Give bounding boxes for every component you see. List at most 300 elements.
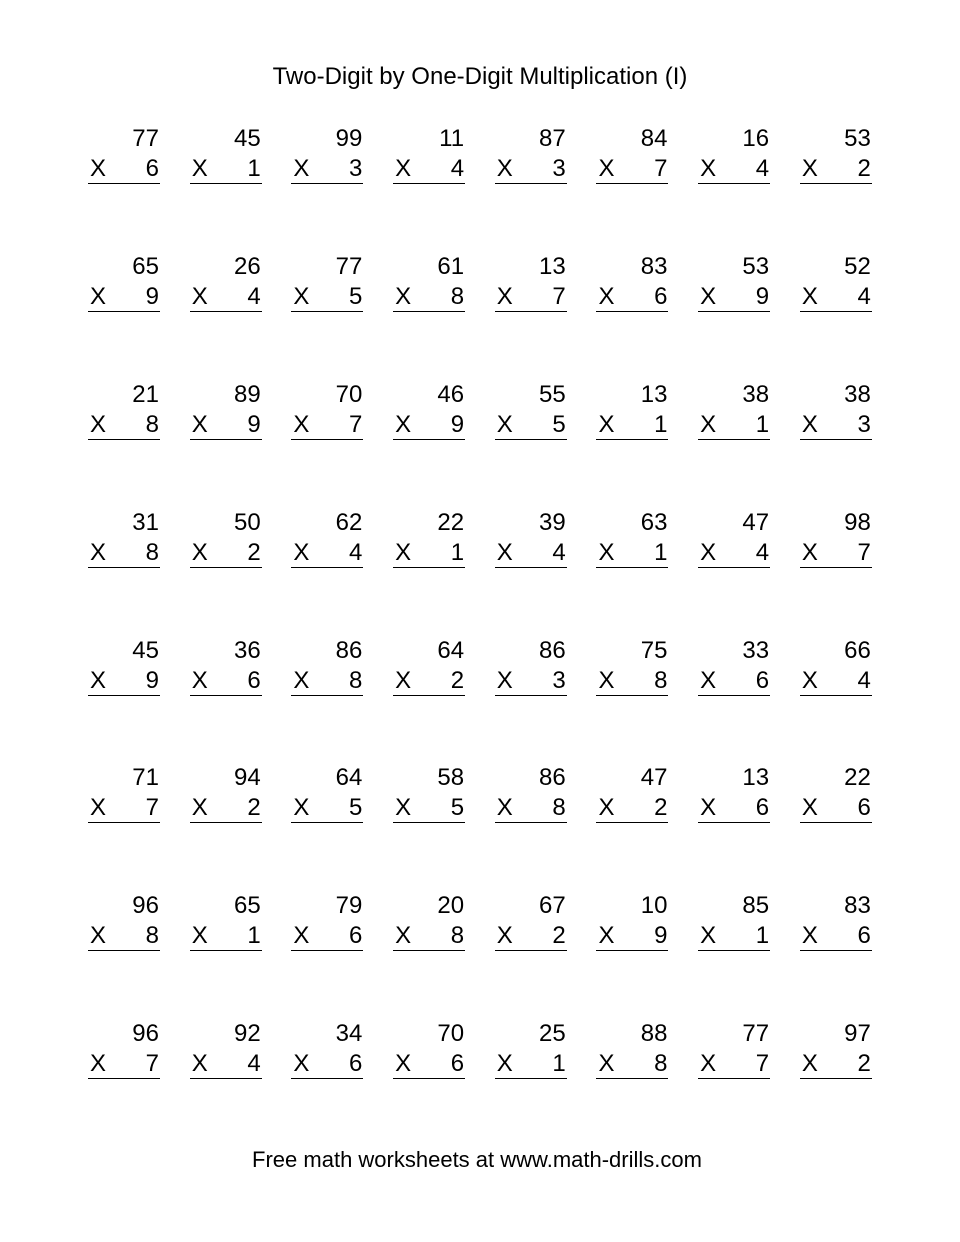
answer-line	[596, 793, 668, 823]
problem-item	[800, 508, 872, 568]
multiplicand: 62	[335, 508, 363, 536]
multiplier: 6	[349, 922, 363, 950]
answer-line	[800, 538, 872, 568]
multiplicand: 83	[640, 252, 668, 280]
multiply-sign: X	[598, 922, 615, 950]
problem-item	[190, 891, 262, 951]
multiplicand: 89	[233, 380, 261, 408]
multiply-sign: X	[801, 155, 818, 182]
multiplier: 9	[654, 922, 668, 950]
multiplicand: 47	[640, 764, 668, 792]
problem-item	[88, 891, 160, 951]
multiply-sign: X	[191, 666, 208, 694]
multiplicand: 26	[233, 252, 261, 280]
multiplicand: 84	[640, 125, 668, 152]
multiply-sign: X	[293, 794, 310, 822]
multiply-sign: X	[700, 538, 717, 566]
multiplicand: 52	[844, 252, 871, 280]
multiplier: 7	[755, 1050, 770, 1078]
problem-item	[800, 380, 872, 440]
answer-line	[190, 666, 262, 696]
answer-line	[393, 1049, 465, 1079]
problem-item	[495, 763, 567, 823]
multiply-sign: X	[700, 1050, 717, 1078]
multiply-sign: X	[801, 410, 818, 438]
answer-line	[800, 410, 872, 440]
problem-item	[698, 508, 770, 568]
multiplicand: 71	[132, 764, 159, 792]
answer-line	[88, 410, 160, 440]
multiplicand: 58	[437, 764, 465, 792]
multiply-sign: X	[700, 922, 717, 950]
answer-line	[190, 1049, 262, 1079]
problem-item	[190, 1019, 262, 1079]
answer-line	[596, 282, 668, 312]
problem-item	[291, 763, 363, 823]
answer-line	[800, 666, 872, 696]
problem-item	[495, 508, 567, 568]
multiplicand: 11	[439, 125, 465, 152]
multiply-sign: X	[496, 282, 513, 310]
multiplicand: 87	[539, 125, 566, 152]
problem-item	[495, 124, 567, 184]
multiplicand: 22	[437, 508, 465, 536]
problem-item	[88, 763, 160, 823]
multiplier: 4	[857, 666, 871, 694]
multiply-sign: X	[598, 666, 615, 694]
answer-line	[698, 793, 770, 823]
multiplier: 7	[145, 1050, 159, 1078]
problem-item	[291, 508, 363, 568]
multiply-sign: X	[293, 666, 310, 694]
multiplicand: 99	[335, 125, 363, 152]
multiplicand: 47	[742, 508, 770, 536]
answer-line	[800, 1049, 872, 1079]
multiplier: 6	[857, 922, 871, 950]
multiplicand: 34	[335, 1020, 363, 1048]
problem-item	[291, 1019, 363, 1079]
multiplier: 3	[552, 155, 566, 182]
answer-line	[495, 154, 567, 184]
problem-item	[495, 252, 567, 312]
multiplier: 3	[857, 410, 871, 438]
multiply-sign: X	[700, 666, 717, 694]
multiplicand: 92	[233, 1020, 261, 1048]
multiplier: 4	[755, 538, 770, 566]
problem-item	[190, 508, 262, 568]
multiplier: 7	[145, 794, 159, 822]
multiplier: 9	[755, 282, 770, 310]
problem-item	[800, 763, 872, 823]
multiplier: 4	[552, 538, 566, 566]
problem-item	[291, 252, 363, 312]
multiply-sign: X	[293, 922, 310, 950]
problem-item	[596, 252, 668, 312]
multiplicand: 65	[233, 892, 261, 920]
problem-item	[393, 1019, 465, 1079]
answer-line	[596, 154, 668, 184]
problem-item	[800, 1019, 872, 1079]
multiply-sign: X	[700, 794, 717, 822]
multiplicand: 88	[640, 1020, 668, 1048]
worksheet-title: Two-Digit by One-Digit Multiplication (I)	[272, 63, 688, 90]
multiplicand: 77	[132, 125, 159, 152]
multiplier: 9	[450, 410, 465, 438]
problem-item	[596, 380, 668, 440]
multiplier: 6	[450, 1050, 465, 1078]
multiplicand: 86	[335, 636, 363, 664]
multiplier: 8	[145, 922, 159, 950]
multiplier: 2	[857, 155, 871, 182]
problem-item	[698, 380, 770, 440]
answer-line	[88, 921, 160, 951]
multiply-sign: X	[90, 410, 107, 438]
multiplicand: 53	[844, 125, 871, 152]
multiplier: 5	[552, 410, 566, 438]
multiplicand: 33	[742, 636, 770, 664]
problem-item	[698, 252, 770, 312]
multiplier: 6	[755, 794, 770, 822]
multiplier: 7	[654, 155, 668, 182]
answer-line	[698, 1049, 770, 1079]
multiplicand: 65	[132, 252, 159, 280]
problem-item	[393, 636, 465, 696]
multiplier: 1	[654, 538, 668, 566]
problem-item	[596, 124, 668, 184]
multiply-sign: X	[700, 282, 717, 310]
answer-line	[291, 410, 363, 440]
multiply-sign: X	[90, 666, 107, 694]
multiply-sign: X	[801, 538, 818, 566]
multiplicand: 31	[132, 508, 159, 536]
multiplier: 8	[654, 1050, 668, 1078]
multiply-sign: X	[801, 282, 818, 310]
answer-line	[393, 666, 465, 696]
multiplier: 4	[247, 1050, 261, 1078]
problem-item	[800, 252, 872, 312]
problem-item	[698, 891, 770, 951]
footer-text: Free math worksheets at www.math-drills.com	[252, 1147, 702, 1172]
problem-item	[291, 380, 363, 440]
multiplicand: 21	[132, 380, 159, 408]
multiplicand: 20	[437, 892, 465, 920]
multiplicand: 13	[742, 764, 770, 792]
problem-item	[291, 124, 363, 184]
answer-line	[495, 282, 567, 312]
multiply-sign: X	[293, 1050, 310, 1078]
multiplier: 4	[349, 538, 363, 566]
problem-item	[190, 763, 262, 823]
problem-item	[495, 891, 567, 951]
multiplier: 5	[450, 794, 465, 822]
multiplicand: 53	[742, 252, 770, 280]
multiply-sign: X	[801, 666, 818, 694]
multiply-sign: X	[90, 794, 107, 822]
multiplicand: 64	[437, 636, 465, 664]
multiplicand: 10	[640, 892, 668, 920]
multiplier: 2	[654, 794, 668, 822]
multiplier: 6	[755, 666, 770, 694]
multiply-sign: X	[598, 282, 615, 310]
answer-line	[393, 282, 465, 312]
problem-item	[596, 891, 668, 951]
answer-line	[800, 154, 872, 184]
answer-line	[291, 666, 363, 696]
multiplier: 6	[145, 155, 159, 182]
multiply-sign: X	[90, 538, 107, 566]
multiplier: 2	[552, 922, 566, 950]
problem-item	[393, 763, 465, 823]
problem-item	[190, 124, 262, 184]
multiplier: 5	[349, 794, 363, 822]
multiplicand: 25	[539, 1020, 566, 1048]
answer-line	[291, 921, 363, 951]
problem-item	[698, 636, 770, 696]
multiplicand: 13	[640, 380, 668, 408]
problem-item	[495, 1019, 567, 1079]
multiplier: 1	[552, 1050, 566, 1078]
multiplicand: 36	[233, 636, 261, 664]
answer-line	[393, 538, 465, 568]
multiplicand: 64	[335, 764, 363, 792]
multiplicand: 45	[233, 125, 261, 152]
multiply-sign: X	[801, 794, 818, 822]
multiplier: 6	[247, 666, 261, 694]
multiplier: 1	[755, 922, 770, 950]
multiplier: 1	[450, 538, 465, 566]
multiplier: 8	[349, 666, 363, 694]
multiply-sign: X	[293, 410, 310, 438]
answer-line	[698, 921, 770, 951]
multiply-sign: X	[90, 1050, 107, 1078]
multiplier: 1	[247, 922, 261, 950]
problem-item	[393, 124, 465, 184]
multiply-sign: X	[700, 155, 717, 182]
problem-item	[495, 636, 567, 696]
multiply-sign: X	[191, 922, 208, 950]
multiplicand: 94	[233, 764, 261, 792]
answer-line	[800, 921, 872, 951]
multiply-sign: X	[496, 410, 513, 438]
answer-line	[596, 538, 668, 568]
multiplier: 3	[349, 155, 363, 182]
multiplier: 2	[247, 794, 261, 822]
multiply-sign: X	[395, 155, 412, 182]
answer-line	[800, 282, 872, 312]
problem-item	[698, 1019, 770, 1079]
multiplicand: 75	[640, 636, 668, 664]
multiplicand: 97	[844, 1020, 871, 1048]
problem-item	[698, 763, 770, 823]
multiply-sign: X	[395, 538, 412, 566]
multiplier: 2	[450, 666, 465, 694]
multiplicand: 38	[844, 380, 871, 408]
multiply-sign: X	[598, 155, 615, 182]
multiplier: 3	[552, 666, 566, 694]
multiplicand: 70	[437, 1020, 465, 1048]
answer-line	[393, 921, 465, 951]
answer-line	[495, 666, 567, 696]
multiplicand: 67	[539, 892, 566, 920]
multiply-sign: X	[395, 794, 412, 822]
problem-item	[88, 636, 160, 696]
multiplier: 1	[654, 410, 668, 438]
answer-line	[190, 921, 262, 951]
problem-item	[291, 891, 363, 951]
multiplier: 2	[857, 1050, 871, 1078]
answer-line	[698, 154, 770, 184]
answer-line	[88, 282, 160, 312]
multiplier: 4	[857, 282, 871, 310]
multiply-sign: X	[90, 922, 107, 950]
problem-item	[596, 636, 668, 696]
answer-line	[291, 793, 363, 823]
answer-line	[291, 154, 363, 184]
answer-line	[88, 1049, 160, 1079]
answer-line	[698, 410, 770, 440]
multiplicand: 86	[539, 764, 566, 792]
multiply-sign: X	[598, 1050, 615, 1078]
multiplicand: 45	[132, 636, 159, 664]
multiplier: 9	[247, 410, 261, 438]
multiply-sign: X	[496, 666, 513, 694]
problem-item	[190, 636, 262, 696]
multiplier: 7	[552, 282, 566, 310]
multiplicand: 98	[844, 508, 871, 536]
multiplicand: 96	[132, 892, 159, 920]
answer-line	[291, 282, 363, 312]
answer-line	[698, 538, 770, 568]
problem-item	[698, 124, 770, 184]
answer-line	[190, 282, 262, 312]
answer-line	[190, 538, 262, 568]
answer-line	[596, 1049, 668, 1079]
multiply-sign: X	[395, 666, 412, 694]
multiply-sign: X	[293, 282, 310, 310]
answer-line	[291, 1049, 363, 1079]
problem-item	[800, 636, 872, 696]
multiplier: 1	[755, 410, 770, 438]
answer-line	[495, 538, 567, 568]
multiply-sign: X	[801, 1050, 818, 1078]
multiply-sign: X	[598, 538, 615, 566]
problem-item	[393, 252, 465, 312]
problem-item	[800, 891, 872, 951]
multiplicand: 39	[539, 508, 566, 536]
problem-grid	[88, 124, 872, 1079]
answer-line	[495, 921, 567, 951]
multiplicand: 96	[132, 1020, 159, 1048]
multiply-sign: X	[191, 1050, 208, 1078]
multiplicand: 77	[742, 1020, 770, 1048]
answer-line	[495, 410, 567, 440]
multiplicand: 13	[539, 252, 566, 280]
answer-line	[800, 793, 872, 823]
multiply-sign: X	[598, 794, 615, 822]
multiplicand: 61	[437, 252, 465, 280]
multiplier: 8	[450, 282, 465, 310]
multiplicand: 16	[742, 125, 770, 152]
multiply-sign: X	[496, 794, 513, 822]
multiplier: 5	[349, 282, 363, 310]
answer-line	[393, 154, 465, 184]
multiplicand: 70	[335, 380, 363, 408]
answer-line	[698, 282, 770, 312]
multiplier: 8	[654, 666, 668, 694]
problem-item	[88, 508, 160, 568]
answer-line	[393, 793, 465, 823]
answer-line	[596, 666, 668, 696]
problem-item	[88, 1019, 160, 1079]
problem-item	[495, 380, 567, 440]
answer-line	[88, 538, 160, 568]
answer-line	[393, 410, 465, 440]
multiplicand: 38	[742, 380, 770, 408]
answer-line	[291, 538, 363, 568]
multiplicand: 83	[844, 892, 871, 920]
multiply-sign: X	[496, 155, 513, 182]
multiplier: 7	[857, 538, 871, 566]
multiplier: 4	[450, 155, 465, 182]
multiplier: 4	[247, 282, 261, 310]
problem-item	[190, 380, 262, 440]
multiply-sign: X	[90, 155, 107, 182]
multiplicand: 66	[844, 636, 871, 664]
multiply-sign: X	[395, 1050, 412, 1078]
multiply-sign: X	[90, 282, 107, 310]
multiplicand: 46	[437, 380, 465, 408]
problem-item	[190, 252, 262, 312]
multiplicand: 85	[742, 892, 770, 920]
answer-line	[190, 410, 262, 440]
multiplier: 6	[654, 282, 668, 310]
problem-item	[596, 763, 668, 823]
multiply-sign: X	[293, 538, 310, 566]
multiplier: 9	[145, 282, 159, 310]
problem-item	[393, 891, 465, 951]
multiply-sign: X	[496, 1050, 513, 1078]
multiplier: 4	[755, 155, 770, 182]
multiply-sign: X	[293, 155, 310, 182]
multiplier: 7	[349, 410, 363, 438]
multiplier: 6	[349, 1050, 363, 1078]
multiplier: 1	[247, 155, 261, 182]
multiplicand: 55	[539, 380, 566, 408]
multiplier: 8	[552, 794, 566, 822]
multiplicand: 50	[233, 508, 261, 536]
answer-line	[88, 793, 160, 823]
problem-item	[393, 508, 465, 568]
multiply-sign: X	[496, 538, 513, 566]
multiply-sign: X	[395, 282, 412, 310]
multiplier: 8	[145, 410, 159, 438]
multiply-sign: X	[700, 410, 717, 438]
answer-line	[88, 666, 160, 696]
multiply-sign: X	[191, 538, 208, 566]
multiplicand: 79	[335, 892, 363, 920]
multiply-sign: X	[191, 155, 208, 182]
multiplier: 9	[145, 666, 159, 694]
problem-item	[88, 124, 160, 184]
answer-line	[495, 793, 567, 823]
multiplier: 2	[247, 538, 261, 566]
multiply-sign: X	[598, 410, 615, 438]
answer-line	[88, 154, 160, 184]
problem-item	[800, 124, 872, 184]
answer-line	[190, 793, 262, 823]
multiplier: 8	[450, 922, 465, 950]
multiplicand: 77	[335, 252, 363, 280]
